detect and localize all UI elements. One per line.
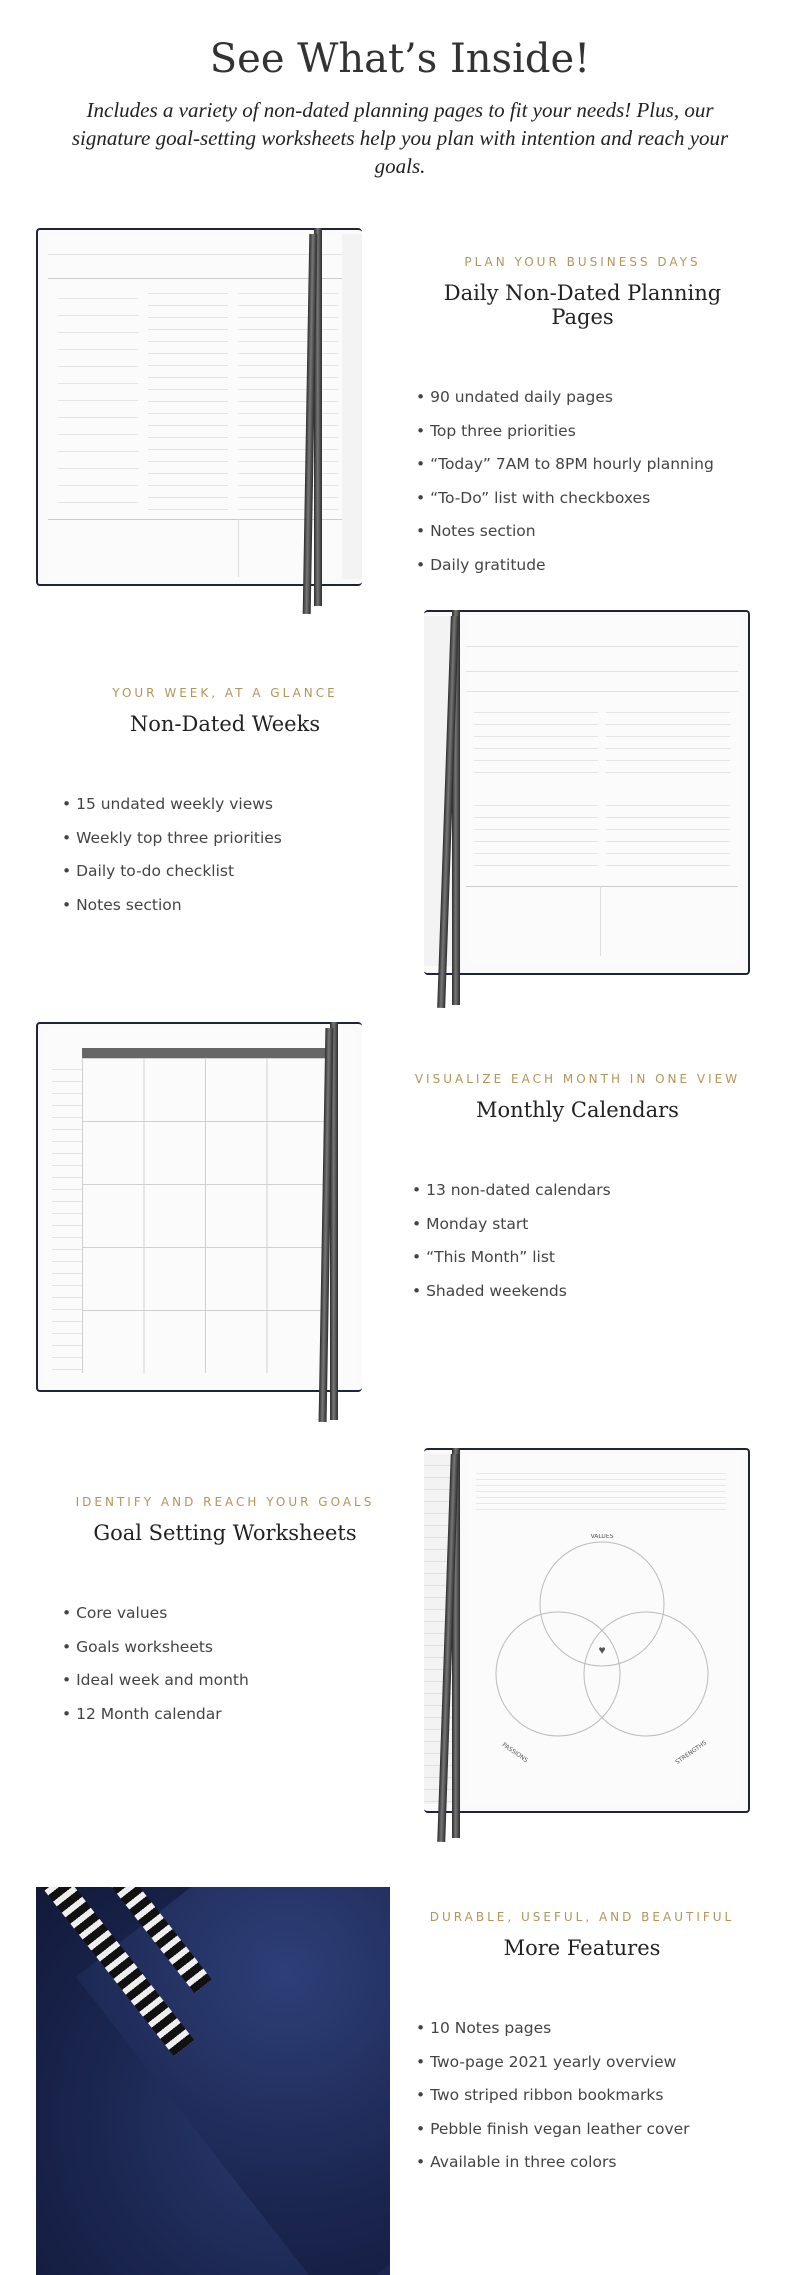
heart-icon: ♥ <box>598 1643 606 1657</box>
goals-planner-image <box>424 1448 750 1813</box>
section-eyebrow: YOUR WEEK, AT A GLANCE <box>112 686 338 700</box>
venn-label-strengths: STRENGTHS <box>674 1739 709 1767</box>
page-subtitle: Includes a variety of non-dated planning pages to fit your needs! Plus, our signature goal-setting worksheets help you plan with intention and reach your goals. <box>71 98 729 178</box>
list-item: • Goals worksheets <box>62 1631 400 1665</box>
list-item: • 10 Notes pages <box>416 2012 760 2046</box>
section-more-features <box>404 1910 760 2180</box>
list-item: • “Today” 7AM to 8PM hourly planning <box>416 448 755 482</box>
leather-cover-image <box>36 1887 390 2275</box>
list-item: • Available in three colors <box>416 2146 760 2180</box>
list-item: • Core values <box>62 1597 400 1631</box>
venn-label-values: VALUES <box>590 1534 614 1540</box>
section-title: More Features <box>503 1936 661 1960</box>
list-item: • Monday start <box>412 1208 755 1242</box>
feature-list <box>416 2012 760 2180</box>
section-goals <box>50 1495 400 1731</box>
list-item: • Pebble finish vegan leather cover <box>416 2113 760 2147</box>
section-weeks <box>60 686 390 922</box>
monthly-planner-image <box>36 1022 362 1392</box>
feature-list <box>412 1174 755 1308</box>
section-daily <box>410 255 755 582</box>
list-item: • Ideal week and month <box>62 1664 400 1698</box>
list-item: • Daily to-do checklist <box>62 855 390 889</box>
section-title: Monthly Calendars <box>476 1098 679 1122</box>
list-item: • Weekly top three priorities <box>62 822 390 856</box>
section-title: Non-Dated Weeks <box>129 712 321 736</box>
list-item: • Shaded weekends <box>412 1275 755 1309</box>
section-eyebrow: DURABLE, USEFUL, AND BEAUTIFUL <box>429 1910 735 1924</box>
section-eyebrow: IDENTIFY AND REACH YOUR GOALS <box>75 1495 375 1509</box>
section-monthly <box>400 1072 755 1308</box>
list-item: • “To-Do” list with checkboxes <box>416 482 755 516</box>
section-eyebrow: PLAN YOUR BUSINESS DAYS <box>464 255 701 269</box>
feature-list <box>416 381 755 582</box>
list-item: • Two-page 2021 yearly overview <box>416 2046 760 2080</box>
feature-list <box>62 788 390 922</box>
section-eyebrow: VISUALIZE EACH MONTH IN ONE VIEW <box>414 1072 741 1086</box>
section-title: Daily Non-Dated Planning Pages <box>443 281 722 329</box>
venn-diagram <box>466 1534 738 1774</box>
list-item: • 13 non-dated calendars <box>412 1174 755 1208</box>
list-item: • 90 undated daily pages <box>416 381 755 415</box>
list-item: • Top three priorities <box>416 415 755 449</box>
list-item: • 15 undated weekly views <box>62 788 390 822</box>
list-item: • “This Month” list <box>412 1241 755 1275</box>
list-item: • Two striped ribbon bookmarks <box>416 2079 760 2113</box>
weekly-planner-image <box>424 610 750 975</box>
section-title: Goal Setting Worksheets <box>93 1521 357 1545</box>
venn-label-passions: PASSIONS <box>500 1741 530 1765</box>
feature-list <box>62 1597 400 1731</box>
list-item: • 12 Month calendar <box>62 1698 400 1732</box>
page-title: See What’s Inside! <box>209 36 591 82</box>
list-item: • Daily gratitude <box>416 549 755 583</box>
list-item: • Notes section <box>62 889 390 923</box>
list-item: • Notes section <box>416 515 755 549</box>
